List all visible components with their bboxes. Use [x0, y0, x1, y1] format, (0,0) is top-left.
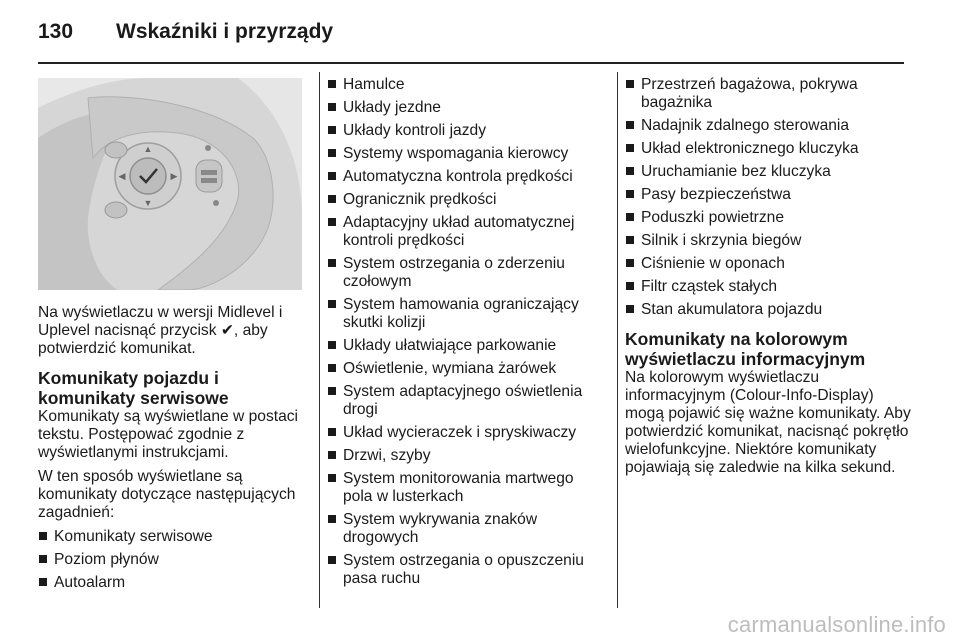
bullet-icon — [328, 172, 336, 180]
list-item: Automatyczna kontrola prędkości — [327, 168, 607, 186]
bullet-icon — [328, 103, 336, 111]
section-heading-vehicle-messages: Komunikaty pojazdu i komunikaty serwisowe — [38, 368, 229, 408]
page-number: 130 — [38, 20, 74, 43]
bullet-icon — [328, 556, 336, 564]
bullet-icon — [626, 305, 634, 313]
bullet-icon — [328, 126, 336, 134]
bullet-icon — [328, 364, 336, 372]
bullet-icon — [626, 121, 634, 129]
column-divider-1 — [319, 72, 320, 608]
list-item: Układy kontroli jazdy — [327, 122, 607, 140]
bullet-list-col2 — [327, 76, 607, 588]
column-1 — [38, 78, 310, 597]
bullet-icon — [626, 190, 634, 198]
bullet-icon — [39, 578, 47, 586]
list-item: Poduszki powietrzne — [625, 209, 915, 227]
list-item: Systemy wspomagania kierowcy — [327, 145, 607, 163]
list-item: Poziom płynów — [38, 551, 310, 569]
bullet-icon — [626, 213, 634, 221]
list-item: System ostrzegania o opuszczeniu pasa ruchu — [327, 552, 607, 588]
list-item: Oświetlenie, wymiana żarówek — [327, 360, 607, 378]
intro-paragraph: Na wyświetlaczu w wersji Midlevel i Uplevel nacisnąć przycisk ✔, aby potwierdzić komunikat. — [38, 304, 283, 357]
bullet-icon — [39, 555, 47, 563]
list-item: Filtr cząstek stałych — [625, 278, 915, 296]
list-item: Komunikaty serwisowe — [38, 528, 310, 546]
bullet-icon — [328, 195, 336, 203]
column-divider-2 — [617, 72, 618, 608]
svg-text:▼: ▼ — [143, 198, 153, 208]
list-item: Adaptacyjny układ automatycznej kontroli prędkości — [327, 214, 607, 250]
bullet-icon — [328, 218, 336, 226]
bullet-list-col1 — [38, 528, 310, 592]
list-item: Układy jezdne — [327, 99, 607, 117]
list-item: Autoalarm — [38, 574, 310, 592]
bullet-icon — [328, 259, 336, 267]
column-2 — [327, 76, 607, 593]
list-item: Ogranicznik prędkości — [327, 191, 607, 209]
steering-wheel-controls-icon — [38, 78, 302, 290]
list-item: Uruchamianie bez kluczyka — [625, 163, 915, 181]
svg-text:▶: ▶ — [170, 171, 178, 181]
paragraph-1: Komunikaty są wyświetlane w postaci tekstu. Postępować zgodnie z wyświetlanymi instrukcjami. — [38, 408, 299, 461]
page-title: Wskaźniki i przyrządy — [116, 20, 334, 43]
list-item: Przestrzeń bagażowa, pokrywa bagażnika — [625, 76, 915, 112]
bullet-icon — [626, 259, 634, 267]
column-3 — [625, 76, 915, 483]
list-item: Ciśnienie w oponach — [625, 255, 915, 273]
bullet-icon — [626, 144, 634, 152]
list-item: Silnik i skrzynia biegów — [625, 232, 915, 250]
svg-text:▲: ▲ — [143, 144, 153, 154]
list-item: Układ elektronicznego kluczyka — [625, 140, 915, 158]
list-item: System wykrywania znaków drogowych — [327, 511, 607, 547]
bullet-icon — [328, 341, 336, 349]
header-rule — [38, 62, 904, 64]
bullet-icon — [328, 300, 336, 308]
bullet-icon — [626, 80, 634, 88]
bullet-icon — [328, 474, 336, 482]
section-heading-color-display: Komunikaty na kolorowym wyświetlaczu informacyjnym — [625, 329, 866, 369]
bullet-icon — [328, 80, 336, 88]
list-item: System monitorowania martwego pola w lusterkach — [327, 470, 607, 506]
list-item: System adaptacyjnego oświetlenia drogi — [327, 383, 607, 419]
color-display-paragraph: Na kolorowym wyświetlaczu informacyjnym (Colour-Info-Display) mogą pojawić się ważne komunikaty. Aby potwierdzić komunikat, nacisnąć pokrętło wielofunkcyjne. Niektóre komunikaty pojawiają się zaledwie na kilka sekund. — [625, 369, 911, 476]
bullet-icon — [626, 282, 634, 290]
bullet-list-col3 — [625, 76, 915, 319]
watermark: carmanualsonline.info — [727, 612, 946, 637]
bullet-icon — [328, 428, 336, 436]
page-header — [38, 12, 333, 52]
list-item: System ostrzegania o zderzeniu czołowym — [327, 255, 607, 291]
bullet-icon — [328, 451, 336, 459]
list-item: System hamowania ograniczający skutki kolizji — [327, 296, 607, 332]
bullet-icon — [39, 532, 47, 540]
bullet-icon — [626, 236, 634, 244]
bullet-icon — [328, 515, 336, 523]
list-item: Nadajnik zdalnego sterowania — [625, 117, 915, 135]
bullet-icon — [626, 167, 634, 175]
list-item: Układy ułatwiające parkowanie — [327, 337, 607, 355]
list-item: Stan akumulatora pojazdu — [625, 301, 915, 319]
list-item: Układ wycieraczek i spryskiwaczy — [327, 424, 607, 442]
list-item: Pasy bezpieczeństwa — [625, 186, 915, 204]
list-item: Hamulce — [327, 76, 607, 94]
paragraph-2: W ten sposób wyświetlane są komunikaty dotyczące następujących zagadnień: — [38, 468, 296, 521]
bullet-icon — [328, 149, 336, 157]
bullet-icon — [328, 387, 336, 395]
svg-text:◀: ◀ — [118, 171, 126, 181]
list-item: Drzwi, szyby — [327, 447, 607, 465]
